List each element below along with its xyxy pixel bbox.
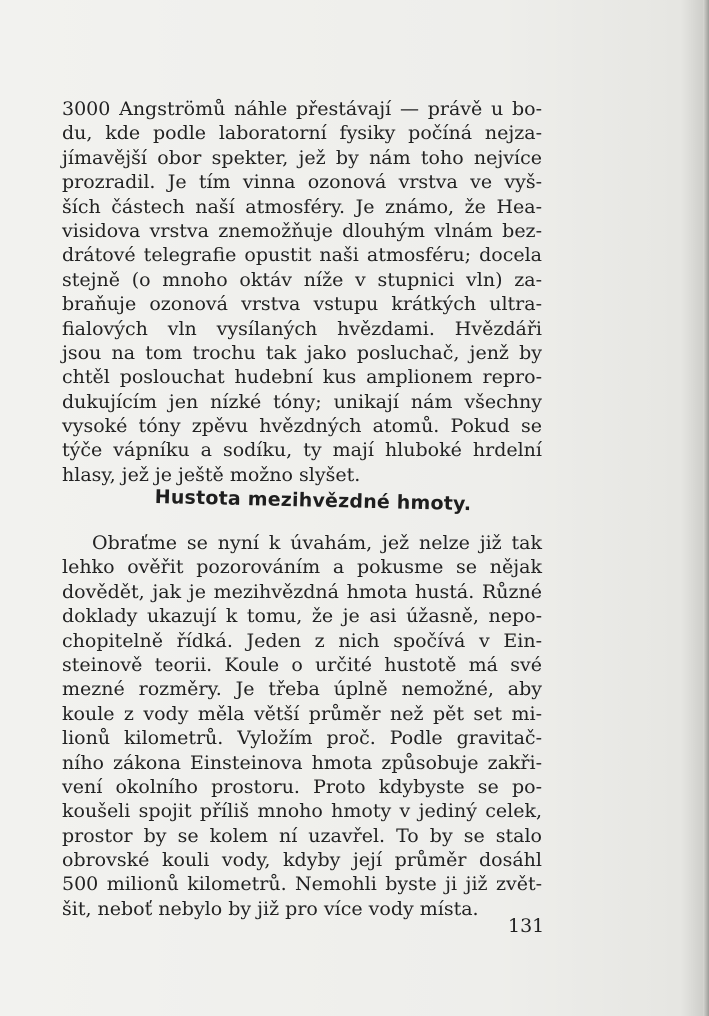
text-line: koule z vody měla větší průměr než pět set mi- [62,702,542,725]
text-line: 3000 Angströmů náhle přestávají — právě u bo- [62,98,542,120]
text-line: drátové telegrafie opustit naši atmosféru; docela [62,244,542,267]
text-line: koušeli spojit příliš mnoho hmoty v jediný celek, [62,800,542,823]
text-line: dovědět, jak je mezihvězdná hmota hustá. Různé [62,580,542,603]
text-line: prozradil. Je tím vinna ozonová vrstva ve vyš- [62,171,542,194]
text-line: chopitelně řídká. Jeden z nich spočívá v Ein- [62,629,542,652]
text-line: jsou na tom trochu tak jako posluchač, jenž by [62,341,542,364]
text-line: hlasy, jež je ještě možno slyšet. [62,463,361,486]
text-line: vysoké tóny zpěvu hvězdných atomů. Pokud se [62,415,542,438]
text-line: šit, neboť nebylo by již pro více vody místa. [62,897,479,920]
text-line: visidova vrstva znemožňuje dlouhým vlnám bez- [62,219,542,242]
paragraph-2 [62,531,542,921]
text-line: fialových vln vysílaných hvězdami. Hvězdáři [62,317,542,340]
page-number: 131 [508,915,545,937]
section-heading: Hustota mezihvězdné hmoty. [154,486,472,516]
text-line: dukujícím jen nízké tóny; unikají nám všechny [62,390,542,413]
text-line: týče vápníku a sodíku, ty mají hluboké hrdelní [62,439,542,462]
text-line: ších částech naší atmosféry. Je známo, že Hea- [62,195,542,218]
text-line: lehko ověřit pozorováním a pokusme se nějak [62,556,542,579]
text-line: doklady ukazují k tomu, že je asi úžasně, nepo- [62,605,542,628]
page-edge-shadow [703,0,709,1016]
text-line: braňuje ozonová vrstva vstupu krátkých ultra- [62,293,542,316]
text-line: du, kde podle laboratorní fysiky počíná nejza- [62,122,542,145]
text-line: chtěl poslouchat hudební kus amplionem repro- [62,366,542,389]
paragraph-1 [62,97,542,487]
text-line: jímavější obor spekter, jež by nám toho nejvíce [62,146,542,169]
text-line: lionů kilometrů. Vyložím proč. Podle gravitač- [62,727,542,750]
text-line: stejně (o mnoho oktáv níže v stupnici vln) za- [62,268,542,291]
text-line: vení okolního prostoru. Proto kdybyste se po- [62,775,542,798]
text-line: ního zákona Einsteinova hmota způsobuje zakři- [62,751,542,774]
text-line: mezné rozměry. Je třeba úplně nemožné, aby [62,678,542,701]
text-line: prostor by se kolem ní uzavřel. To by se stalo [62,824,542,847]
text-line: obrovské kouli vody, kdyby její průměr dosáhl [62,849,542,872]
text-line: Obraťme se nyní k úvahám, jež nelze již tak [92,532,542,554]
text-line: 500 milionů kilometrů. Nemohli byste ji již zvět- [62,873,542,896]
text-line: steinově teorii. Koule o určité hustotě má své [62,653,542,676]
